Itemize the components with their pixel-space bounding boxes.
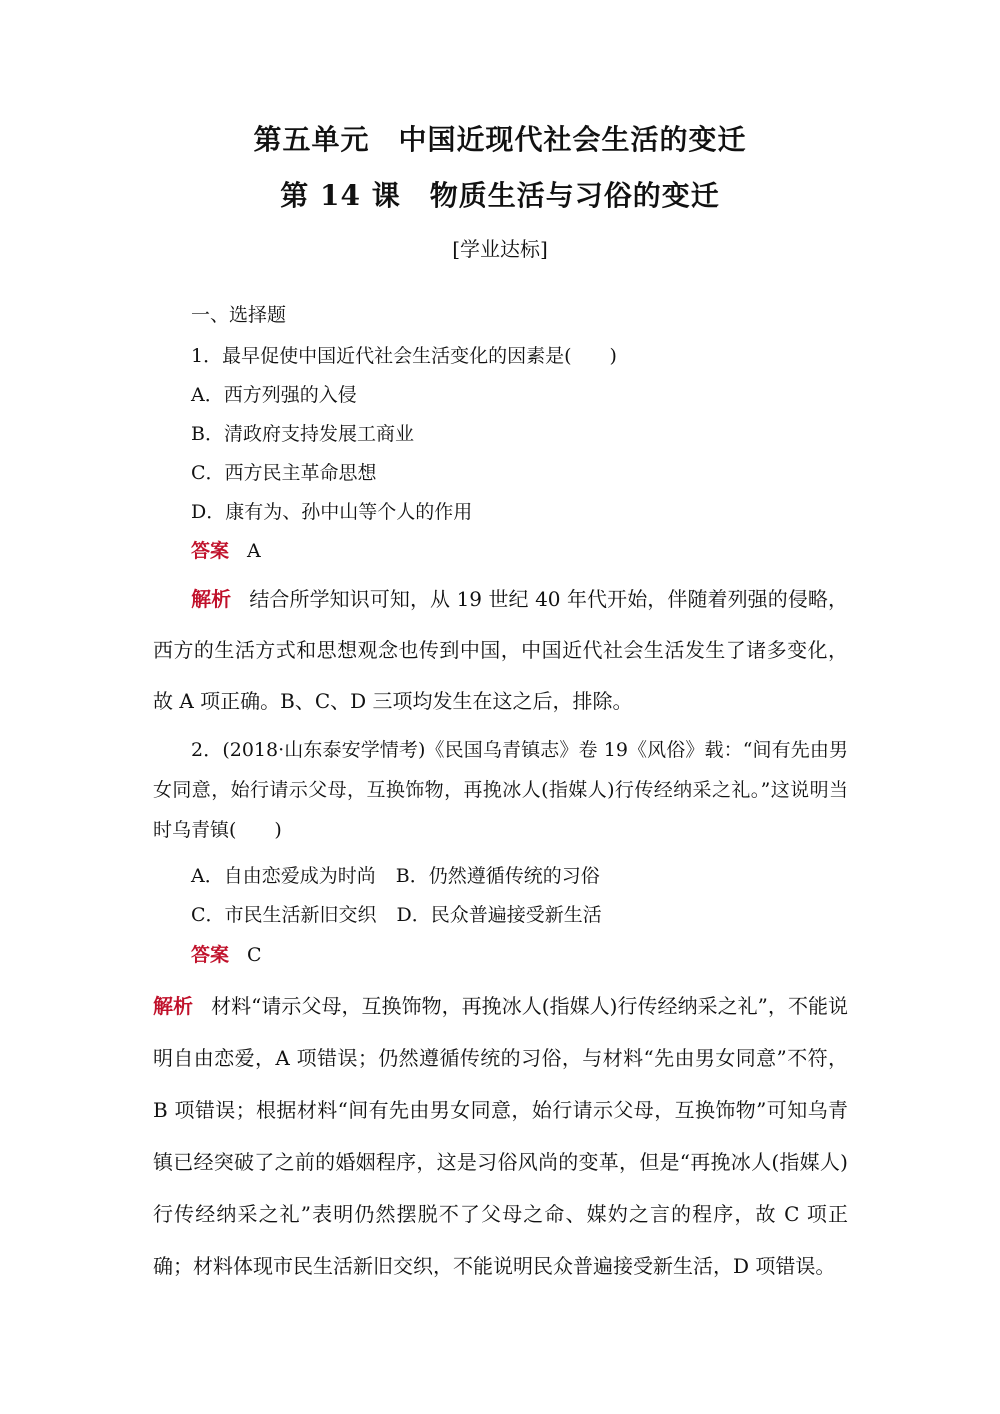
q2-option-a: A．自由恋爱成为时尚 [191,865,376,887]
q1-stem: 1．最早促使中国近代社会生活变化的因素是( ) [191,345,617,367]
answer-label: 答案 [191,944,230,966]
answer-value: A [247,540,261,562]
analysis-text: 结合所学知识可知，从 19 世纪 40 年代开始，伴随着列强的侵略，西方的生活方式和思想观念也传到中国，中国近代社会生活发生了诸多变化，故 A 项正确。B、C、D 三项均发生在这之后，排除。 [153,587,849,713]
part-heading: 一、选择题 [191,304,287,326]
q1-answer [191,536,261,563]
q2-option-c: C．市民生活新旧交织 [191,904,377,926]
q2-answer [191,940,262,967]
q2-option-d: D．民众普遍接受新生活 [396,904,602,926]
analysis-text: 材料“请示父母，互换饰物，再挽冰人(指媒人)行传经纳采之礼”，不能说明自由恋爱，A 项错误；仍然遵循传统的习俗，与材料“先由男女同意”不符，B 项错误；根据材料“间有先由男女同意，始行请示父母，互换饰物”可知乌青镇已经突破了之前的婚姻程序，这是习俗风尚的变革，但是“再挽冰人(指媒人)行传经纳采之礼”表明仍然摆脱不了父母之命、媒妁之言的程序，故 C 项正确；材料体现市民生活新旧交织，不能说明民众普遍接受新生活，D 项错误。 [153,994,849,1278]
section-tag: [学业达标] [452,237,548,261]
q1-option-b: B．清政府支持发展工商业 [191,423,414,445]
analysis-label: 解析 [191,587,232,611]
q2-stem: 2．(2018·山东泰安学情考)《民国乌青镇志》卷 19《风俗》载：“间有先由男女同意，始行请示父母，互换饰物，再挽冰人(指媒人)行传经纳采之礼。”这说明当时乌青镇( ) [153,739,848,841]
q1-option-c: C．西方民主革命思想 [191,462,377,484]
q2-analysis [153,980,848,1292]
answer-value: C [247,944,262,966]
q1-option-a: A．西方列强的入侵 [191,384,357,406]
q2-options-row-1 [191,861,600,888]
q1-analysis [153,574,848,727]
lesson-title: 第 14 课 物质生活与习俗的变迁 [280,179,720,212]
unit-title: 第五单元 中国近现代社会生活的变迁 [253,123,747,156]
q2-option-b: B．仍然遵循传统的习俗 [395,865,600,887]
answer-label: 答案 [191,540,230,562]
analysis-label: 解析 [153,994,194,1018]
q1-option-d: D．康有为、孙中山等个人的作用 [191,501,473,523]
q2-options-row-2 [191,900,602,927]
